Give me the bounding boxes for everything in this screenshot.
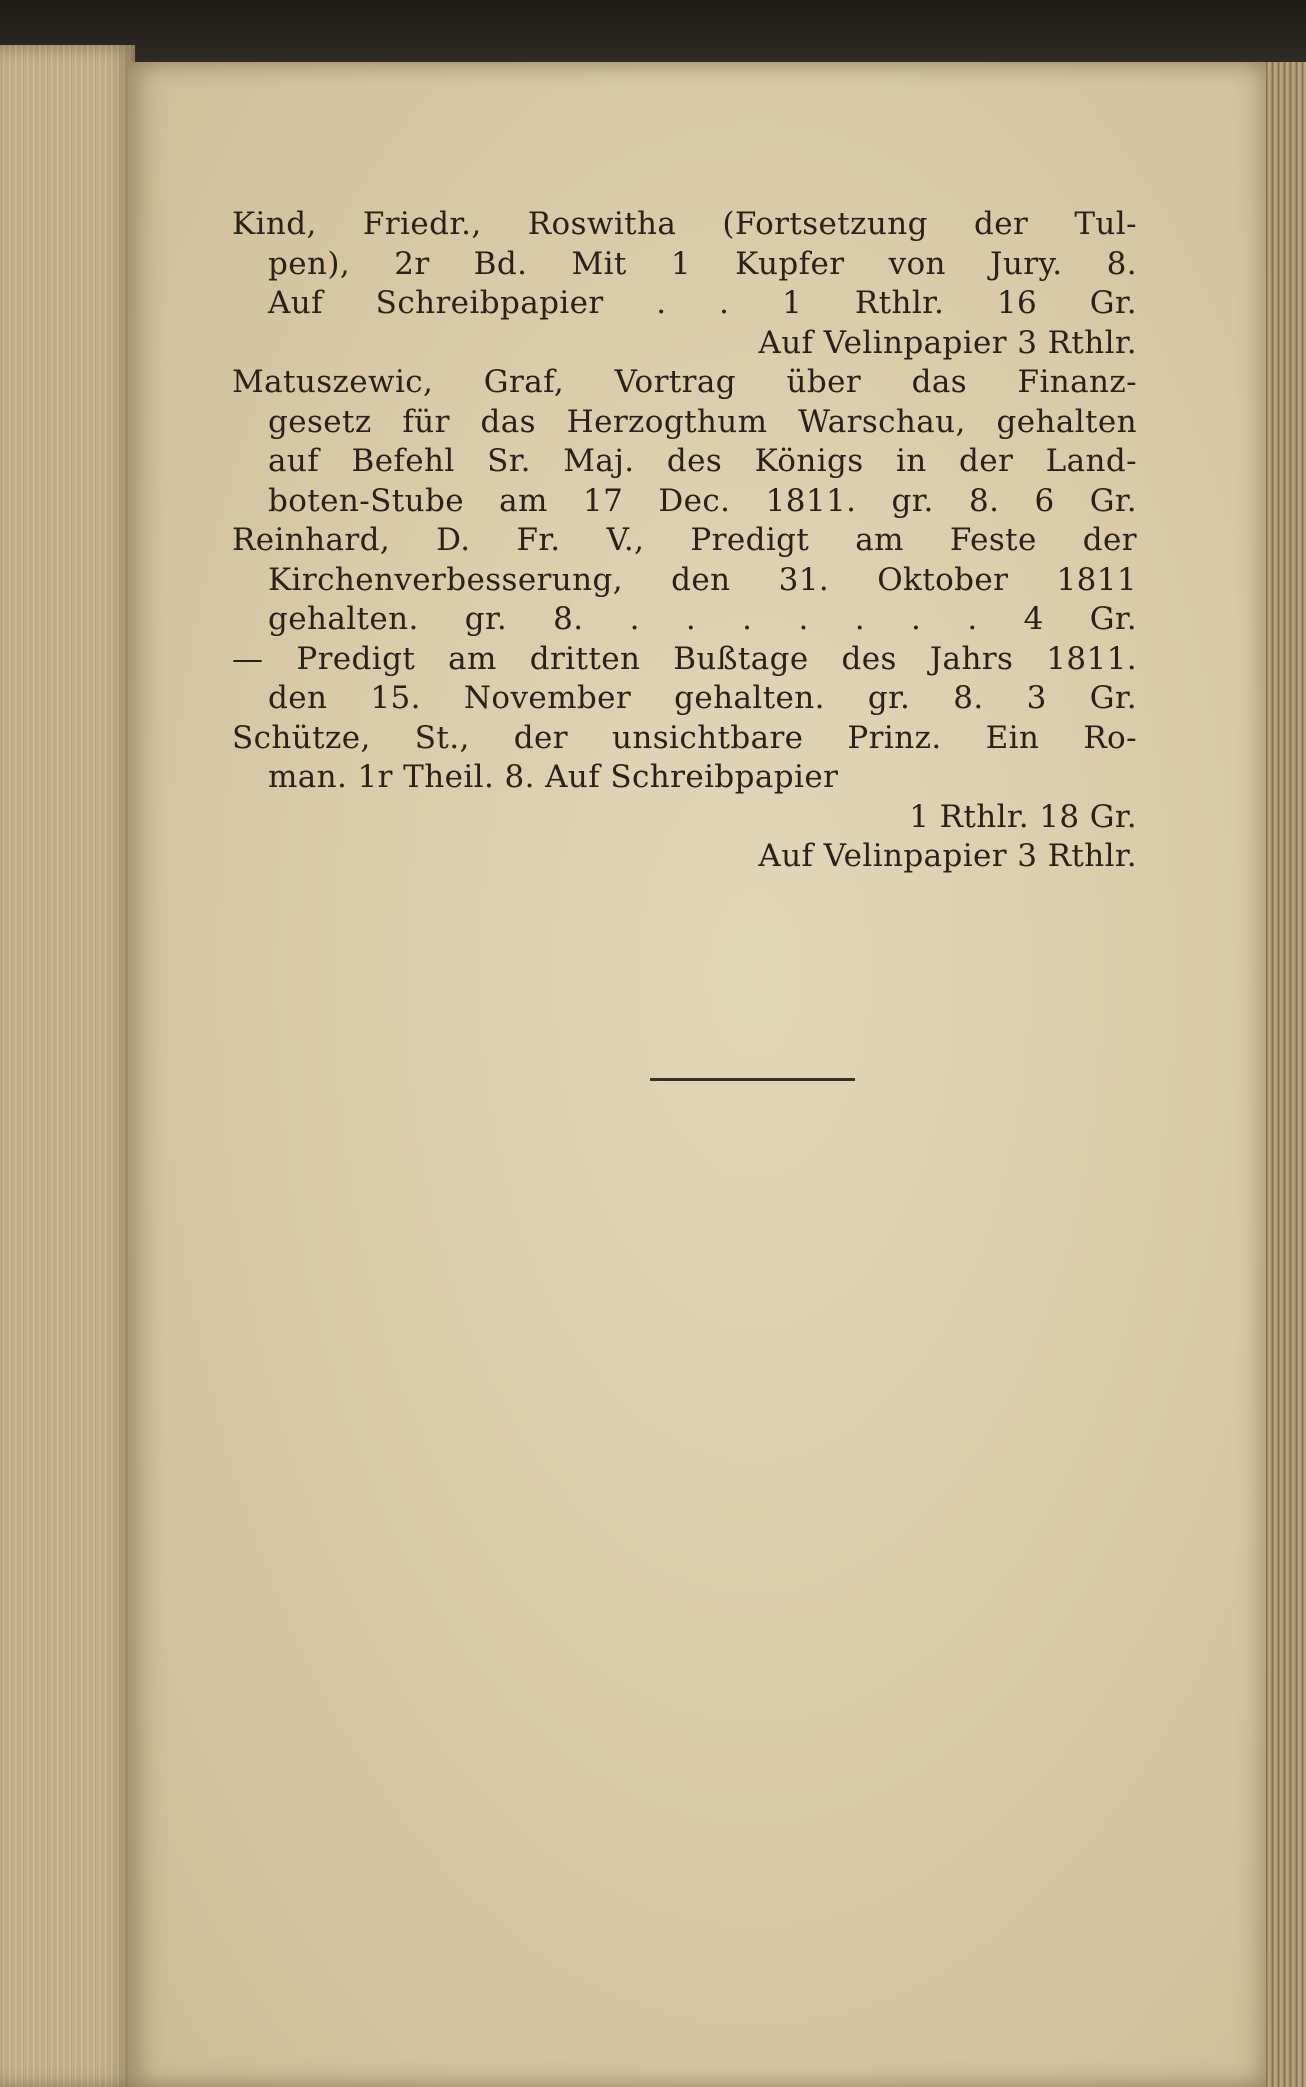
catalog-text (232, 205, 1137, 877)
text-line: boten-Stube am 17 Dec. 1811. gr. 8. 6 Gr. (268, 482, 1137, 519)
text-line: — Predigt am dritten Bußtage des Jahrs 1811. (232, 640, 1137, 677)
text-line: Kirchenverbesserung, den 31. Oktober 1811 (268, 561, 1137, 598)
text-line: Auf Schreibpapier . . 1 Rthlr. 16 Gr. (268, 285, 1137, 321)
text-line: gehalten. gr. 8. . . . . . . . 4 Gr. (268, 601, 1137, 637)
page-edges-left (0, 45, 135, 2087)
text-line: Kind, Friedr., Roswitha (Fortsetzung der Tul- (232, 206, 1137, 242)
text-line: 1 Rthlr. 18 Gr. (909, 798, 1137, 835)
text-line: man. 1r Theil. 8. Auf Schreibpapier (268, 759, 839, 795)
text-line: Auf Velinpapier 3 Rthlr. (758, 838, 1137, 874)
text-line: Schütze, St., der unsichtbare Prinz. Ein Ro- (232, 719, 1137, 756)
text-line: gesetz für das Herzogthum Warschau, gehalten (268, 403, 1137, 440)
text-line: den 15. November gehalten. gr. 8. 3 Gr. (268, 680, 1137, 716)
background-dark (0, 0, 1306, 62)
text-line: Matuszewic, Graf, Vortrag über das Finanz- (232, 364, 1137, 400)
text-line: Reinhard, D. Fr. V., Predigt am Feste der (232, 522, 1137, 558)
end-rule (650, 1078, 855, 1081)
text-line: auf Befehl Sr. Maj. des Königs in der Land- (268, 443, 1137, 479)
text-line: Auf Velinpapier 3 Rthlr. (758, 324, 1137, 361)
page-edges-right (1266, 62, 1306, 2087)
text-line: pen), 2r Bd. Mit 1 Kupfer von Jury. 8. (268, 245, 1137, 282)
